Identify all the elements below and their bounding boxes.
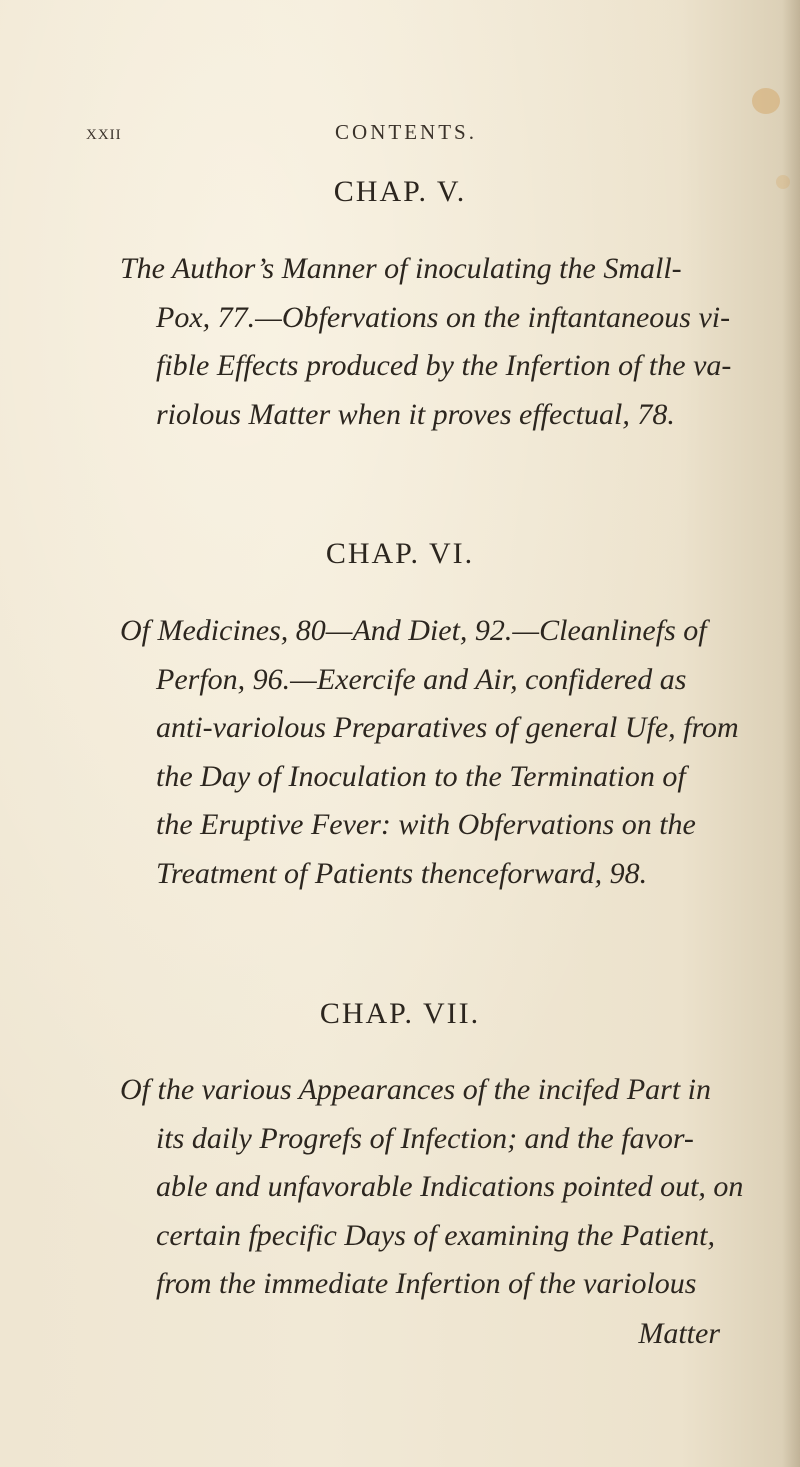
summary-line: from the immediate Infertion of the variolous bbox=[156, 1267, 697, 1301]
running-head: CONTENTS. bbox=[335, 120, 477, 144]
summary-line: the Day of Inoculation to the Termination of bbox=[156, 759, 686, 793]
chapter-heading: CHAP. V. bbox=[333, 175, 467, 208]
summary-line: the Eruptive Fever: with Obfervations on the bbox=[156, 808, 696, 842]
page-edge-shadow bbox=[782, 0, 800, 1467]
chapter-summary bbox=[120, 607, 739, 899]
summary-line: certain fpecific Days of examining the Patient, bbox=[156, 1218, 716, 1252]
chapter-heading: CHAP. VII. bbox=[319, 997, 481, 1030]
summary-line: Of Medicines, 80—And Diet, 92.—Cleanlinefs of bbox=[120, 614, 707, 647]
catchword: Matter bbox=[638, 1317, 720, 1350]
page-number: xxii bbox=[86, 120, 122, 144]
summary-line: fible Effects produced by the Infertion of the va- bbox=[156, 349, 732, 383]
chapter-heading: CHAP. VI. bbox=[325, 537, 475, 570]
summary-line: its daily Progrefs of Infection; and the favor- bbox=[156, 1121, 694, 1155]
summary-line: Pox, 77.—Obfervations on the inftantaneous vi- bbox=[156, 300, 731, 334]
summary-line: Of the various Appearances of the incifed Part in bbox=[120, 1073, 712, 1106]
page-header bbox=[86, 120, 726, 160]
foxing-stain bbox=[752, 88, 780, 114]
chapter-summary bbox=[120, 1066, 744, 1309]
summary-line: Treatment of Patients thenceforward, 98. bbox=[156, 856, 648, 890]
summary-line: riolous Matter when it proves effectual, 78. bbox=[156, 397, 675, 431]
summary-line: anti-variolous Preparatives of general Ufe, from bbox=[156, 711, 739, 745]
summary-line: able and unfavorable Indications pointed out, on bbox=[156, 1170, 744, 1204]
summary-line: Perfon, 96.—Exercife and Air, confidered as bbox=[156, 662, 687, 696]
summary-line: The Author’s Manner of inoculating the Small- bbox=[120, 252, 682, 285]
chapter-summary bbox=[120, 245, 732, 439]
